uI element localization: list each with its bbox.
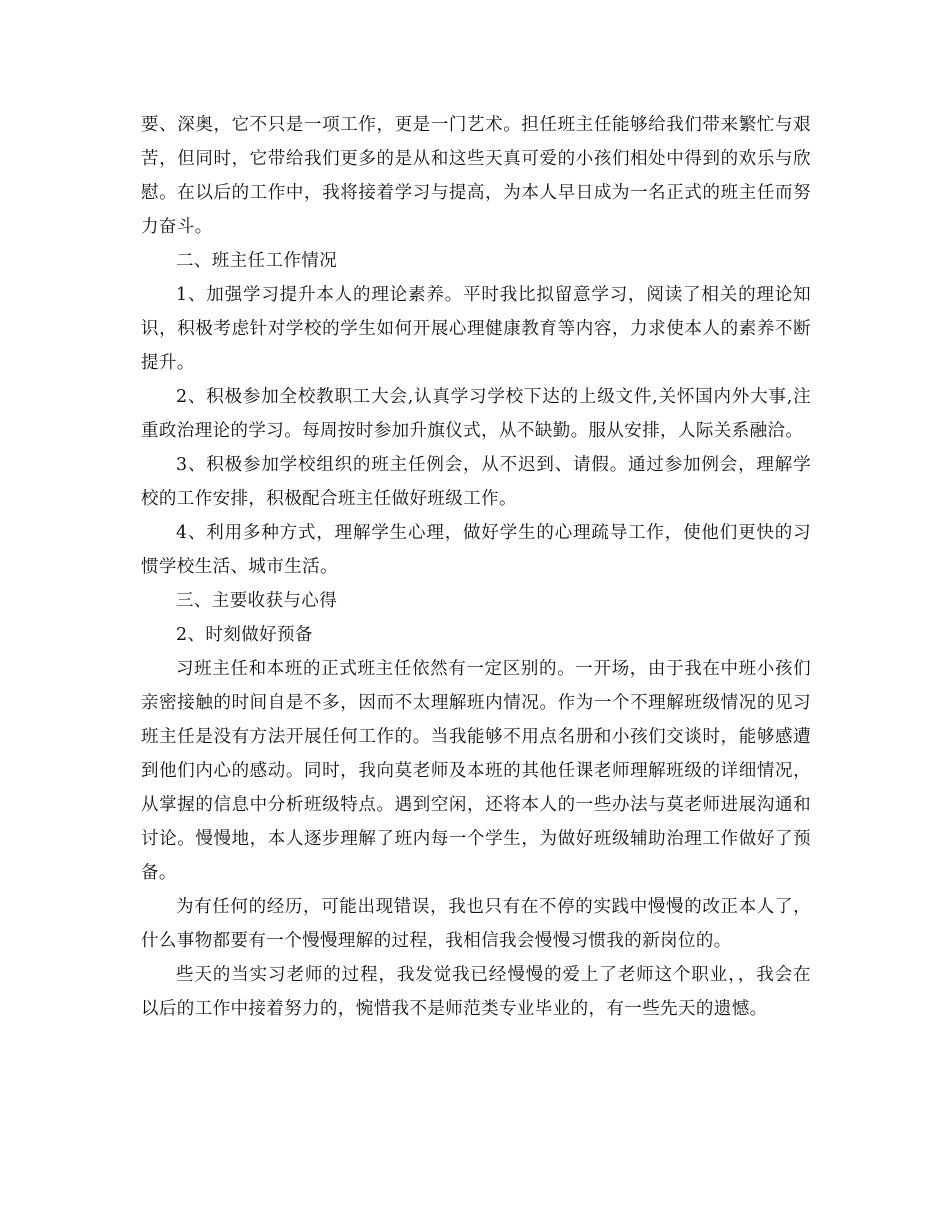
paragraph-item-4: 4、利用多种方式，理解学生心理，做好学生的心理疏导工作，使他们更快的习惯学校生活、城市生活。 [141, 523, 811, 577]
paragraph-conclusion: 些天的当实习老师的过程，我发觉我已经慢慢的爱上了老师这个职业，，我会在以后的工作中接着努力的，惋惜我不是师范类专业毕业的，有一些先天的遗憾。 [141, 965, 811, 1019]
paragraph-item-1: 1、加强学习提升本人的理论素养。平时我比拟留意学习，阅读了相关的理论知识，积极考虑针对学校的学生如何开展心理健康教育等内容，力求使本人的素养不断提升。 [141, 285, 811, 373]
paragraph-item-2: 2、积极参加全校教职工大会,认真学习学校下达的上级文件,关怀国内外大事,注重政治理论的学习。每周按时参加升旗仪式，从不缺勤。服从安排，人际关系融洽。 [141, 387, 811, 441]
document-body [141, 108, 811, 1026]
section-heading-work-situation: 二、班主任工作情况 [176, 251, 338, 271]
paragraph-experience: 为有任何的经历，可能出现错误，我也只有在不停的实践中慢慢的改正本人了，什么事物都要有一个慢慢理解的过程，我相信我会慢慢习惯我的新岗位的。 [141, 897, 811, 951]
paragraph-preparation-body: 习班主任和本班的正式班主任依然有一定区别的。一开场，由于我在中班小孩们亲密接触的时间自是不多，因而不太理解班内情况。作为一个不理解班级情况的见习班主任是没有方法开展任何工作的。当我能够不用点名册和小孩们交谈时，能够感遭到他们内心的感动。同时，我向莫老师及本班的其他任课老师理解班级的详细情况，从掌握的信息中分析班级特点。遇到空闲，还将本人的一些办法与莫老师进展沟通和讨论。慢慢地，本人逐步理解了班内每一个学生，为做好班级辅助治理工作做好了预备。 [141, 659, 811, 883]
section-heading-gains: 三、主要收获与心得 [176, 591, 338, 611]
paragraph-intro-continuation: 要、深奥，它不只是一项工作，更是一门艺术。担任班主任能够给我们带来繁忙与艰苦，但同时，它带给我们更多的是从和这些天真可爱的小孩们相处中得到的欢乐与欣慰。在以后的工作中，我将接着学习与提高，为本人早日成为一名正式的班主任而努力奋斗。 [141, 115, 811, 237]
subsection-heading-preparation: 2、时刻做好预备 [176, 625, 313, 645]
paragraph-item-3: 3、积极参加学校组织的班主任例会，从不迟到、请假。通过参加例会，理解学校的工作安排，积极配合班主任做好班级工作。 [141, 455, 811, 509]
